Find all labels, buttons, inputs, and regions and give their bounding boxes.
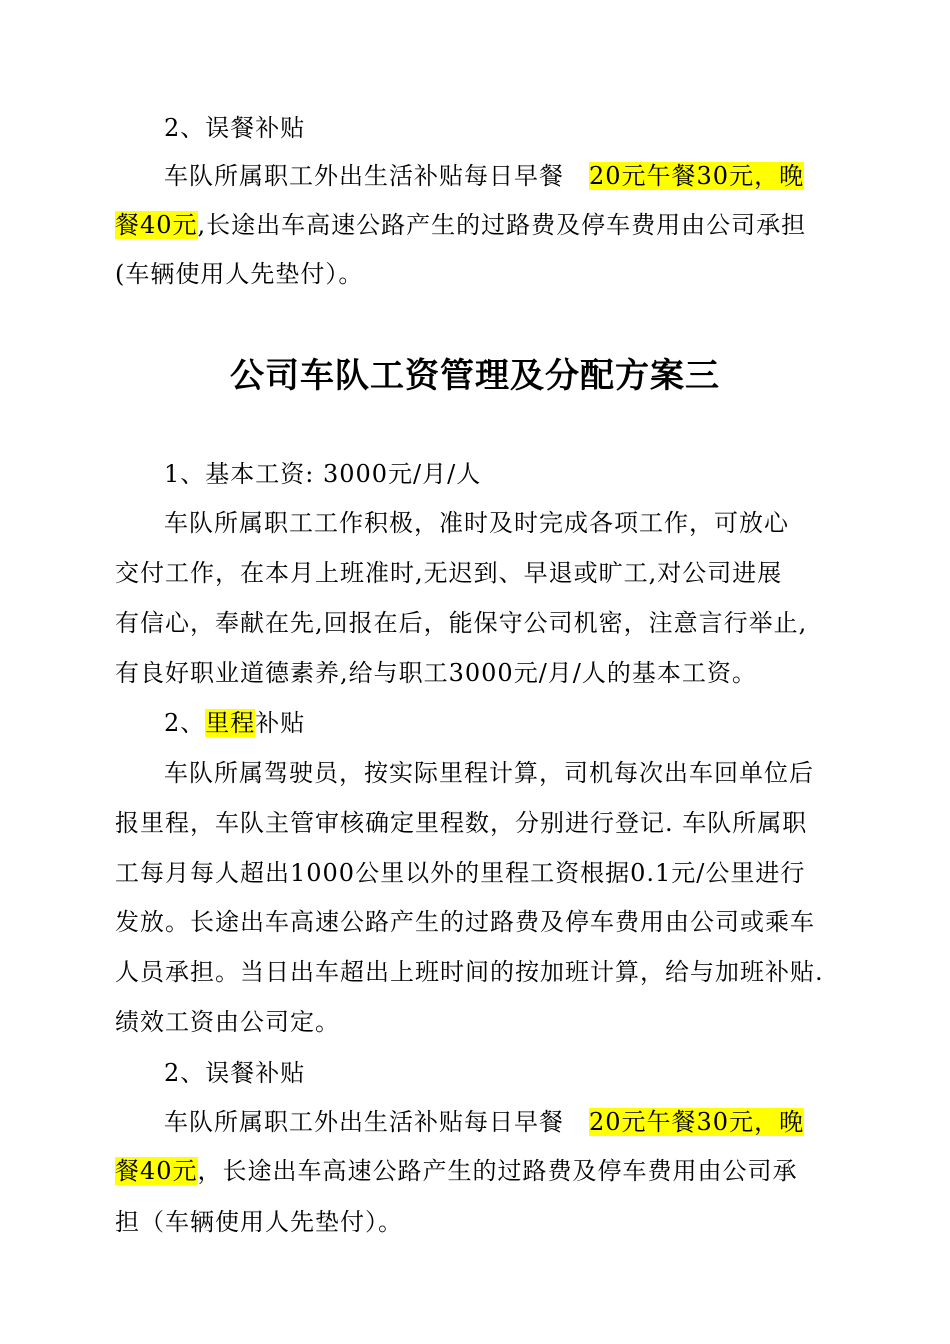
paragraph-line: 发放。长途出车高速公路产生的过路费及停车费用由公司或乘车 [115,908,815,936]
highlighted-text: 餐40元 [115,1157,198,1185]
paragraph-line: 交付工作，在本月上班准时,无迟到、早退或旷工,对公司进展 [115,559,783,587]
text-span: 补贴 [255,709,306,737]
highlighted-text: 里程 [205,709,256,737]
highlighted-text: 20元午餐30元，晚 [589,1108,805,1136]
paragraph-line: (车辆使用人先垫付）。 [115,260,364,288]
paragraph-line: 车队所属驾驶员，按实际里程计算，司机每次出车回单位后 [164,759,814,787]
text-span: 2、 [164,709,206,737]
meal-subsidy-heading: 2、误餐补贴 [164,114,306,142]
paragraph-line [164,1106,804,1138]
paragraph-line: 人员承担。当日出车超出上班时间的按加班计算，给与加班补贴. [115,958,824,986]
paragraph-line: 车队所属职工工作积极，准时及时完成各项工作，可放心 [164,509,789,537]
meal-subsidy-heading: 2、误餐补贴 [164,1059,306,1087]
paragraph-line: 报里程，车队主管审核确定里程数，分别进行登记. 车队所属职 [115,809,808,837]
paragraph-line: 工每月每人超出1000公里以外的里程工资根据0.1元/公里进行 [115,859,806,887]
text-span: 车队所属职工外出生活补贴每日早餐 [164,162,589,190]
page-title: 公司车队工资管理及分配方案三 [230,356,720,396]
mileage-subsidy-heading [164,707,305,739]
text-span: ,长途出车高速公路产生的过路费及停车费用由公司承担 [197,211,807,239]
paragraph-line [164,160,804,192]
text-span: ，长途出车高速公路产生的过路费及停车费用由公司承 [197,1157,798,1185]
paragraph-line: 绩效工资由公司定。 [115,1008,340,1036]
highlighted-text: 20元午餐30元，晚 [589,162,805,190]
text-span: 车队所属职工外出生活补贴每日早餐 [164,1108,589,1136]
highlighted-text: 餐40元 [115,211,198,239]
paragraph-line: 有良好职业道德素养,给与职工3000元/月/人的基本工资。 [115,659,757,687]
paragraph-line: 担（车辆使用人先垫付）。 [115,1208,403,1236]
paragraph-line: 有信心，奉献在先,回报在后，能保守公司机密，注意言行举止, [115,609,808,637]
paragraph-line [115,209,806,241]
paragraph-line [115,1155,798,1187]
base-salary-heading: 1、基本工资: 3000元/月/人 [164,460,482,488]
